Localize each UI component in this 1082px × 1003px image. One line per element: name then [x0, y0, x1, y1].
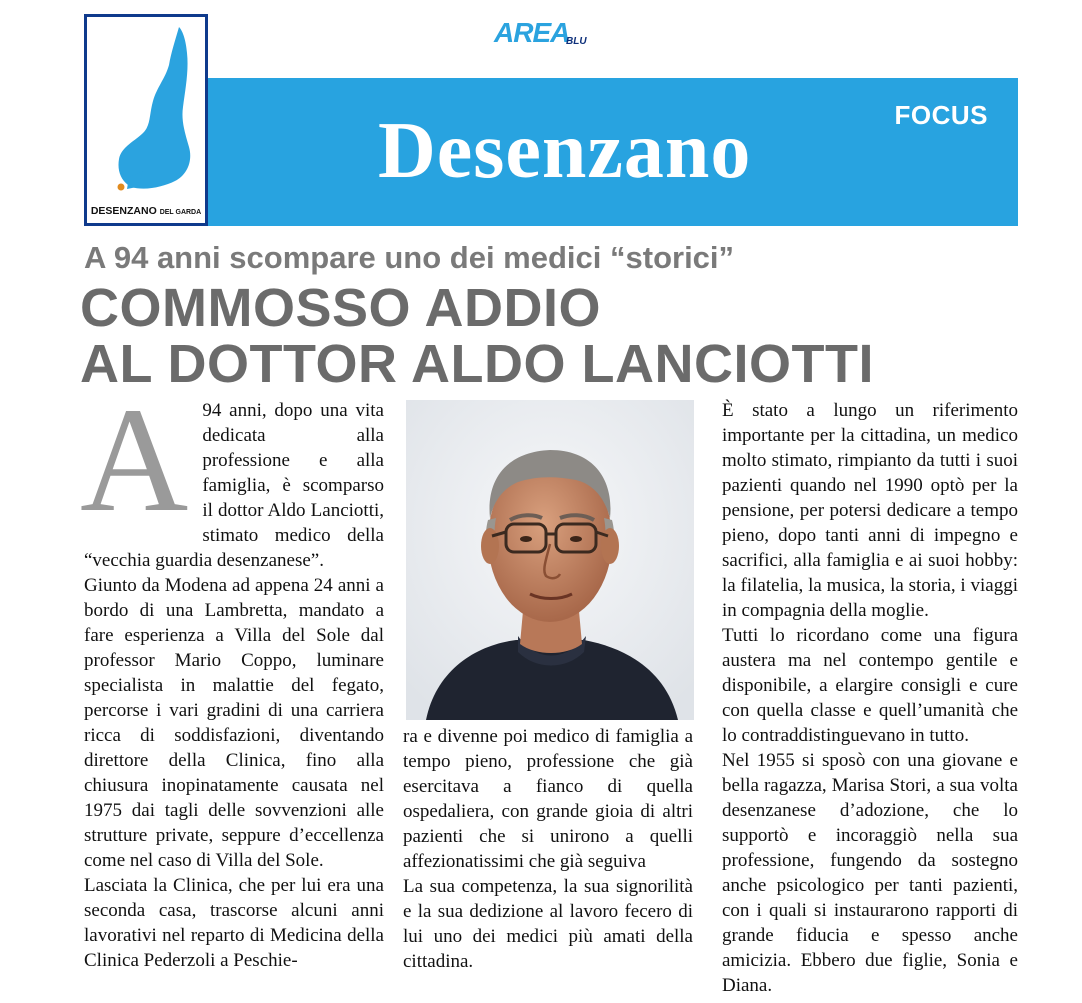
town-title: Desenzano [378, 107, 752, 195]
article-headline [80, 280, 874, 392]
headline-line-2: AL DOTTOR ALDO LANCIOTTI [80, 334, 874, 394]
logo-caption-small: DEL GARDA [159, 209, 202, 216]
logo-caption-main: DESENZANO [90, 205, 157, 217]
paragraph: Lasciata la Clinica, che per lui era una seconda casa, trascorse alcuni anni lavorativi nel reparto di Medicina della Clinica Pederzoli a Peschie- [84, 875, 384, 971]
paragraph: ra e divenne poi medico di famiglia a tempo pieno, professione che già esercitava a fianco di quella ospedaliera, con grande gioia di altri pazienti che si unirono a quelli affezionatissimi che già seguiva [403, 726, 693, 872]
section-banner [208, 78, 1018, 226]
paragraph: È stato a lungo un riferimento importante per la cittadina, un medico molto stimato, rimpianto da tutti i suoi pazienti quando nel 1990 optò per la pensione, per potersi dedicare a tempo pieno, dopo tanti anni di impegno e sacrifici, alla famiglia e ai suoi hobby: la filatelia, la musica, la storia, i viaggi in compagnia della moglie. [722, 400, 1018, 621]
magazine-logo: AREA [494, 17, 570, 48]
desenzano-logo [84, 14, 208, 226]
paragraph: La sua competenza, la sua signorilità e la sua dedizione al lavoro fecero di lui uno dei medici più amati della cittadina. [403, 876, 693, 972]
paragraph: Tutti lo ricordano come una figura austera ma nel contempo gentile e disponibile, a elargire consigli e cure con quella classe e quell’umanità che lo contraddistinguevano in tutto. [722, 625, 1018, 746]
article-kicker: A 94 anni scompare uno dei medici “storici” [84, 240, 735, 275]
paragraph: 94 anni, dopo una vita dedicata alla professione e alla famiglia, è scomparso il dottor Aldo Lanciotti, stimato medico della “vecchia guardia desenzanese”. [84, 400, 384, 571]
section-label: FOCUS [894, 100, 988, 130]
paragraph: Nel 1955 si sposò con una giovane e bella ragazza, Marisa Stori, a sua volta desenzanese d’adozione, che lo supportò e incoraggiò nella sua professione, fungendo da sostegno anche psicologico per tanti pazienti, con i quali si instaurarono rapporti di grande fiducia e spesso anche amicizia. Ebbero due figlie, Sonia e Diana. [722, 750, 1018, 996]
logo-caption [87, 205, 205, 217]
paragraph: Giunto da Modena ad appena 24 anni a bordo di una Lambretta, mandato a fare esperienza a Villa del Sole dal professor Mario Coppo, luminare specialista in malattie del fegato, percorse i vari gradini di una carriera ricca di soddisfazioni, diventando direttore della Clinica, fino alla chiusura inopinatamente causata nel 1975 dai tagli delle sovvenzioni alle strutture private, seppure d’eccellenza come nel caso di Villa del Sole. [84, 575, 384, 871]
article-column-1 [80, 377, 384, 973]
headline-line-1: COMMOSSO ADDIO [80, 278, 602, 338]
article-column-3 [722, 398, 1018, 998]
article-column-2 [403, 724, 693, 974]
portrait-photo [406, 400, 694, 720]
magazine-logo-sub: BLU [566, 36, 587, 47]
drop-cap: A [80, 377, 189, 543]
portrait-illustration [406, 400, 694, 720]
lake-garda-map-icon [91, 21, 201, 201]
